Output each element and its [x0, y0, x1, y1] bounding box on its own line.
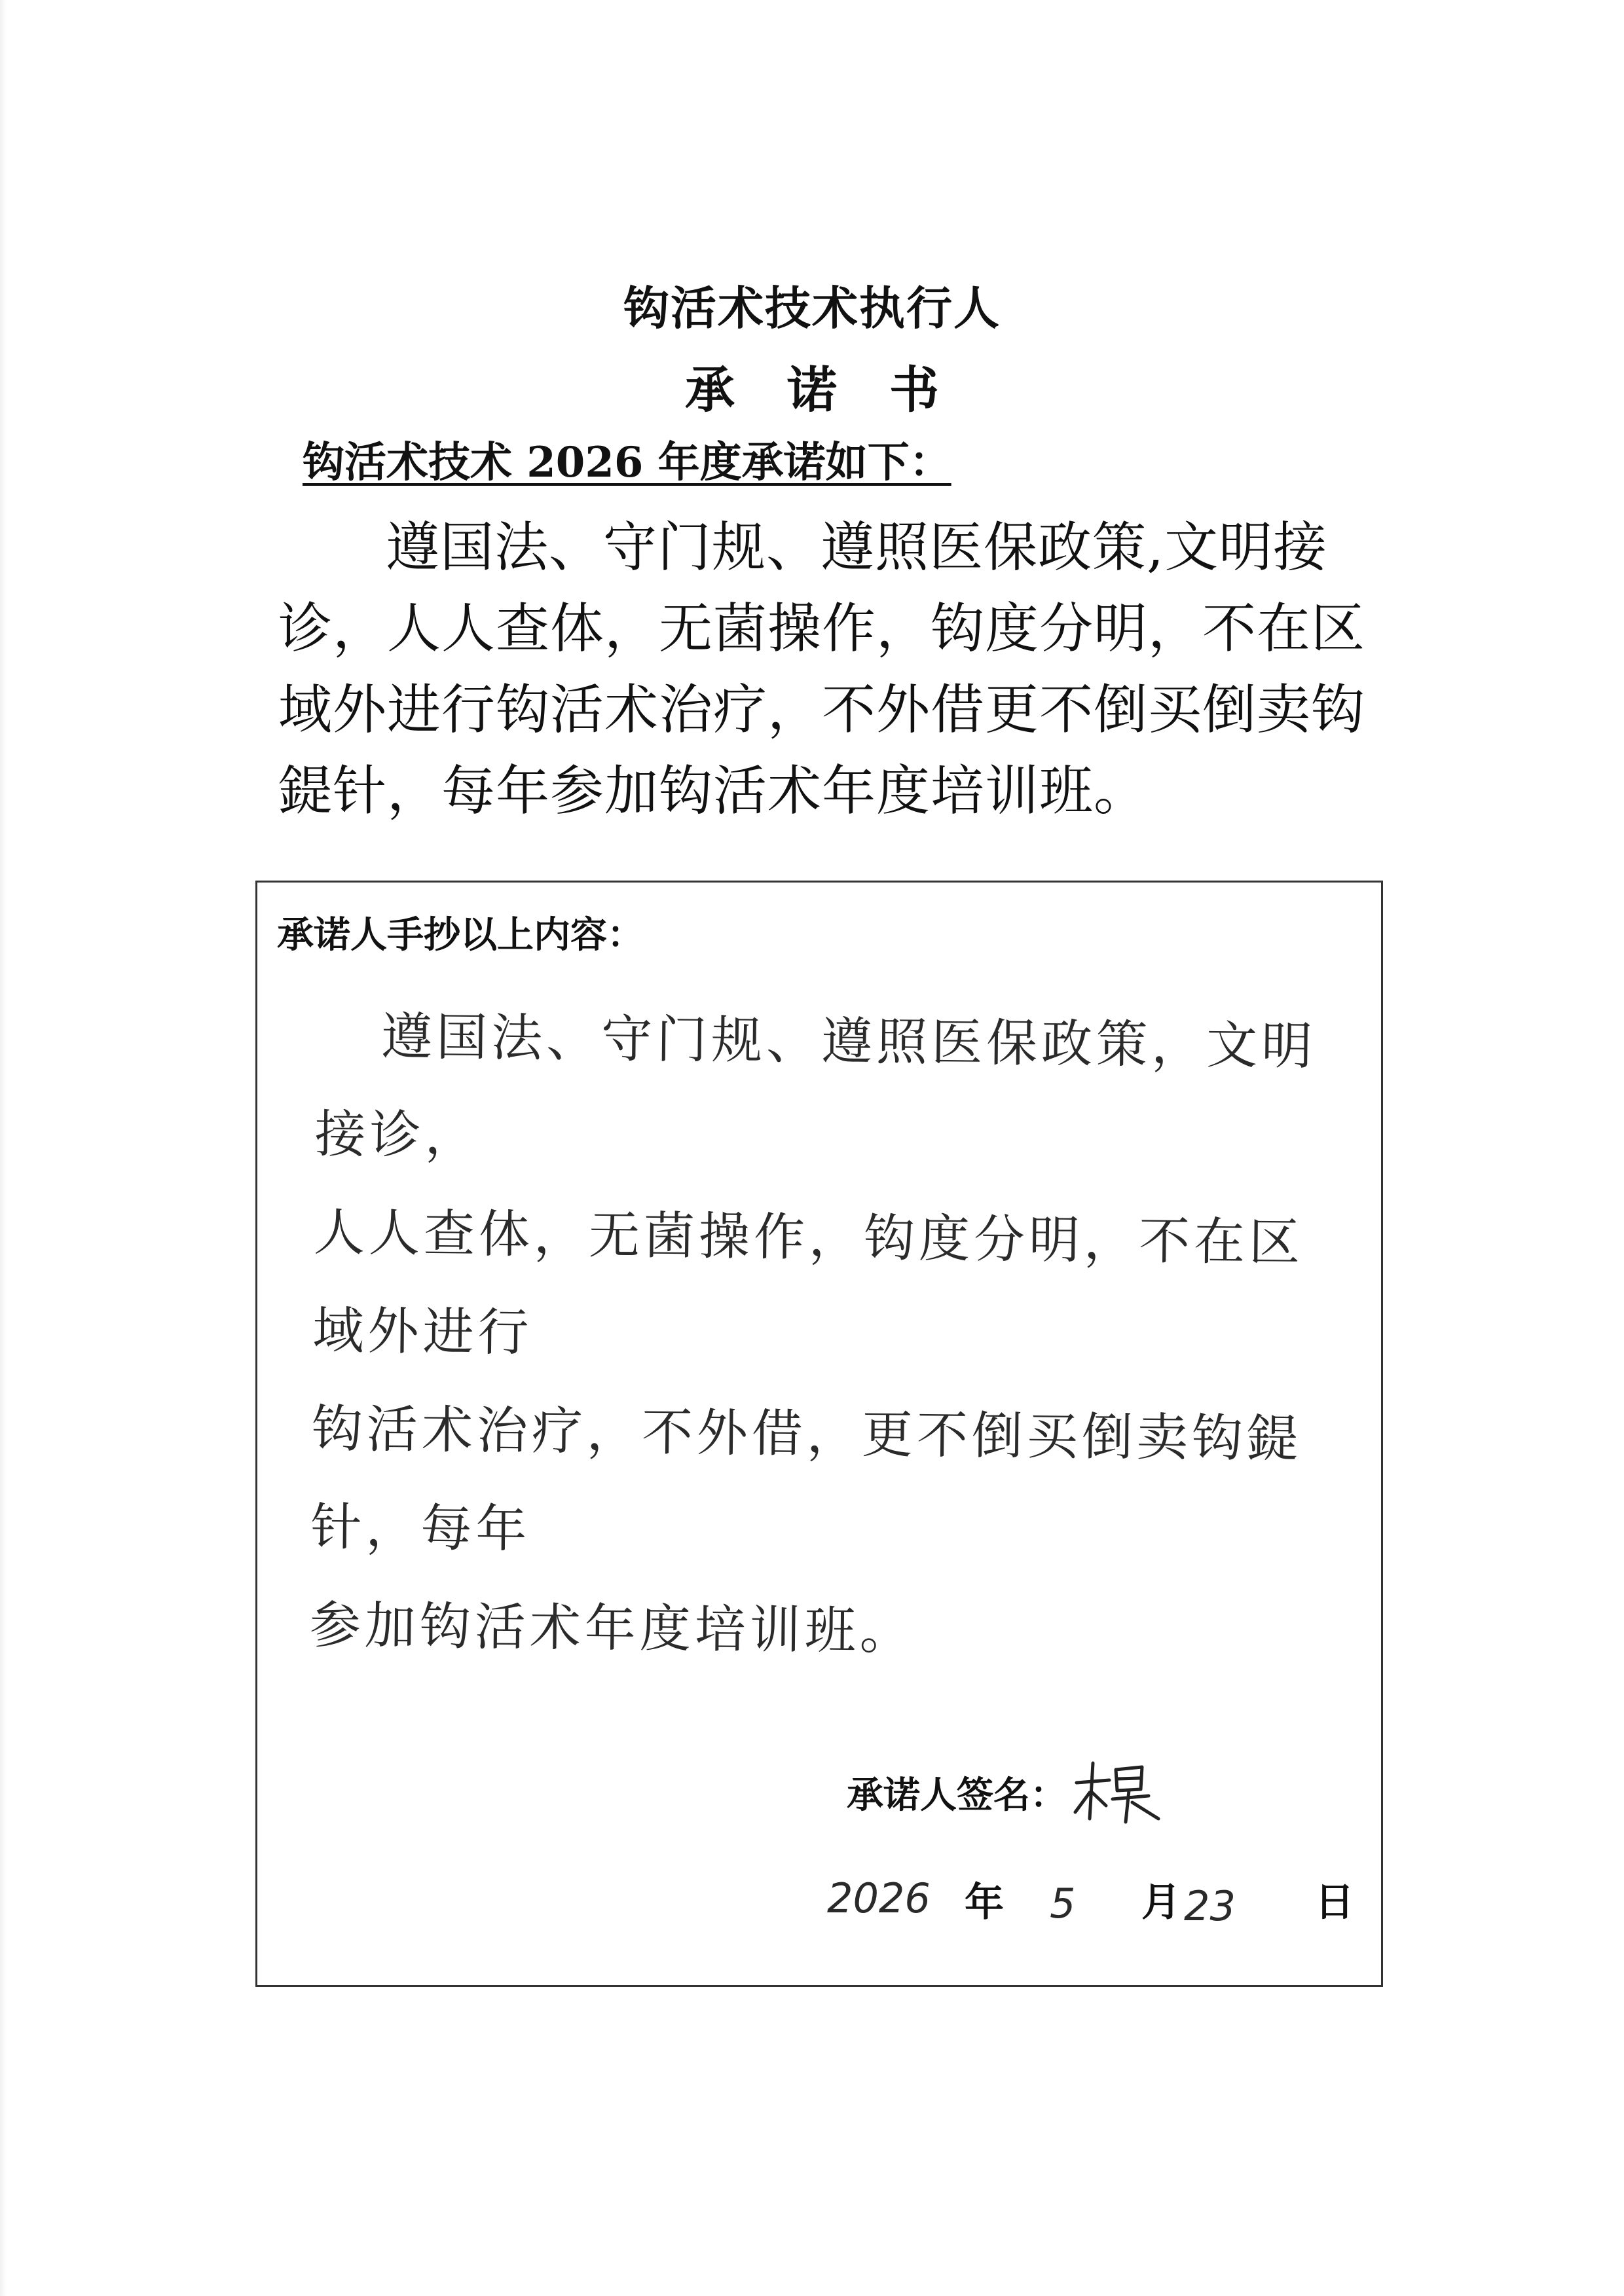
date-row [827, 1868, 1354, 1930]
signature-label: 承诺人签名： [847, 1774, 1067, 1817]
handwritten-copy [309, 987, 1338, 1685]
document-subtitle-heading: 承诺书 [685, 361, 991, 419]
handwritten-line: 遵国法、守门规、遵照医保政策，文明接诊， [314, 1008, 1317, 1166]
signature-image [1070, 1757, 1168, 1829]
handwritten-line: 钩活术治疗，不外借，更不倒买倒卖钩鍉针，每年 [310, 1399, 1302, 1559]
handwritten-line: 参加钩活术年度培训班。 [309, 1595, 915, 1662]
date-month: 5 [1050, 1880, 1076, 1927]
date-month-label: 月 [1141, 1880, 1181, 1925]
date-year: 2026 [827, 1874, 931, 1922]
date-day-label: 日 [1315, 1880, 1354, 1925]
pledge-heading: 钩活术技术 2026 年度承诺如下： [303, 438, 951, 487]
date-day: 23 [1184, 1882, 1236, 1930]
scan-edge [0, 0, 7, 2296]
pledge-text: 遵国法、守门规、遵照医保政策,文明接诊，人人查体，无菌操作，钩度分明，不在区域外进行钩活术治疗，不外借更不倒买倒卖钩鍉针，每年参加钩活术年度培训班。 [278, 517, 1366, 822]
document-title: 钩活术技术执行人 [623, 281, 1001, 335]
date-year-label: 年 [965, 1880, 1004, 1925]
handwritten-line: 人人查体，无菌操作，钩度分明，不在区域外进行 [312, 1203, 1304, 1363]
signature-row [847, 1757, 1168, 1829]
box-label: 承诺人手抄以上内容： [277, 913, 644, 957]
handwritten-copy-box [255, 881, 1383, 1987]
